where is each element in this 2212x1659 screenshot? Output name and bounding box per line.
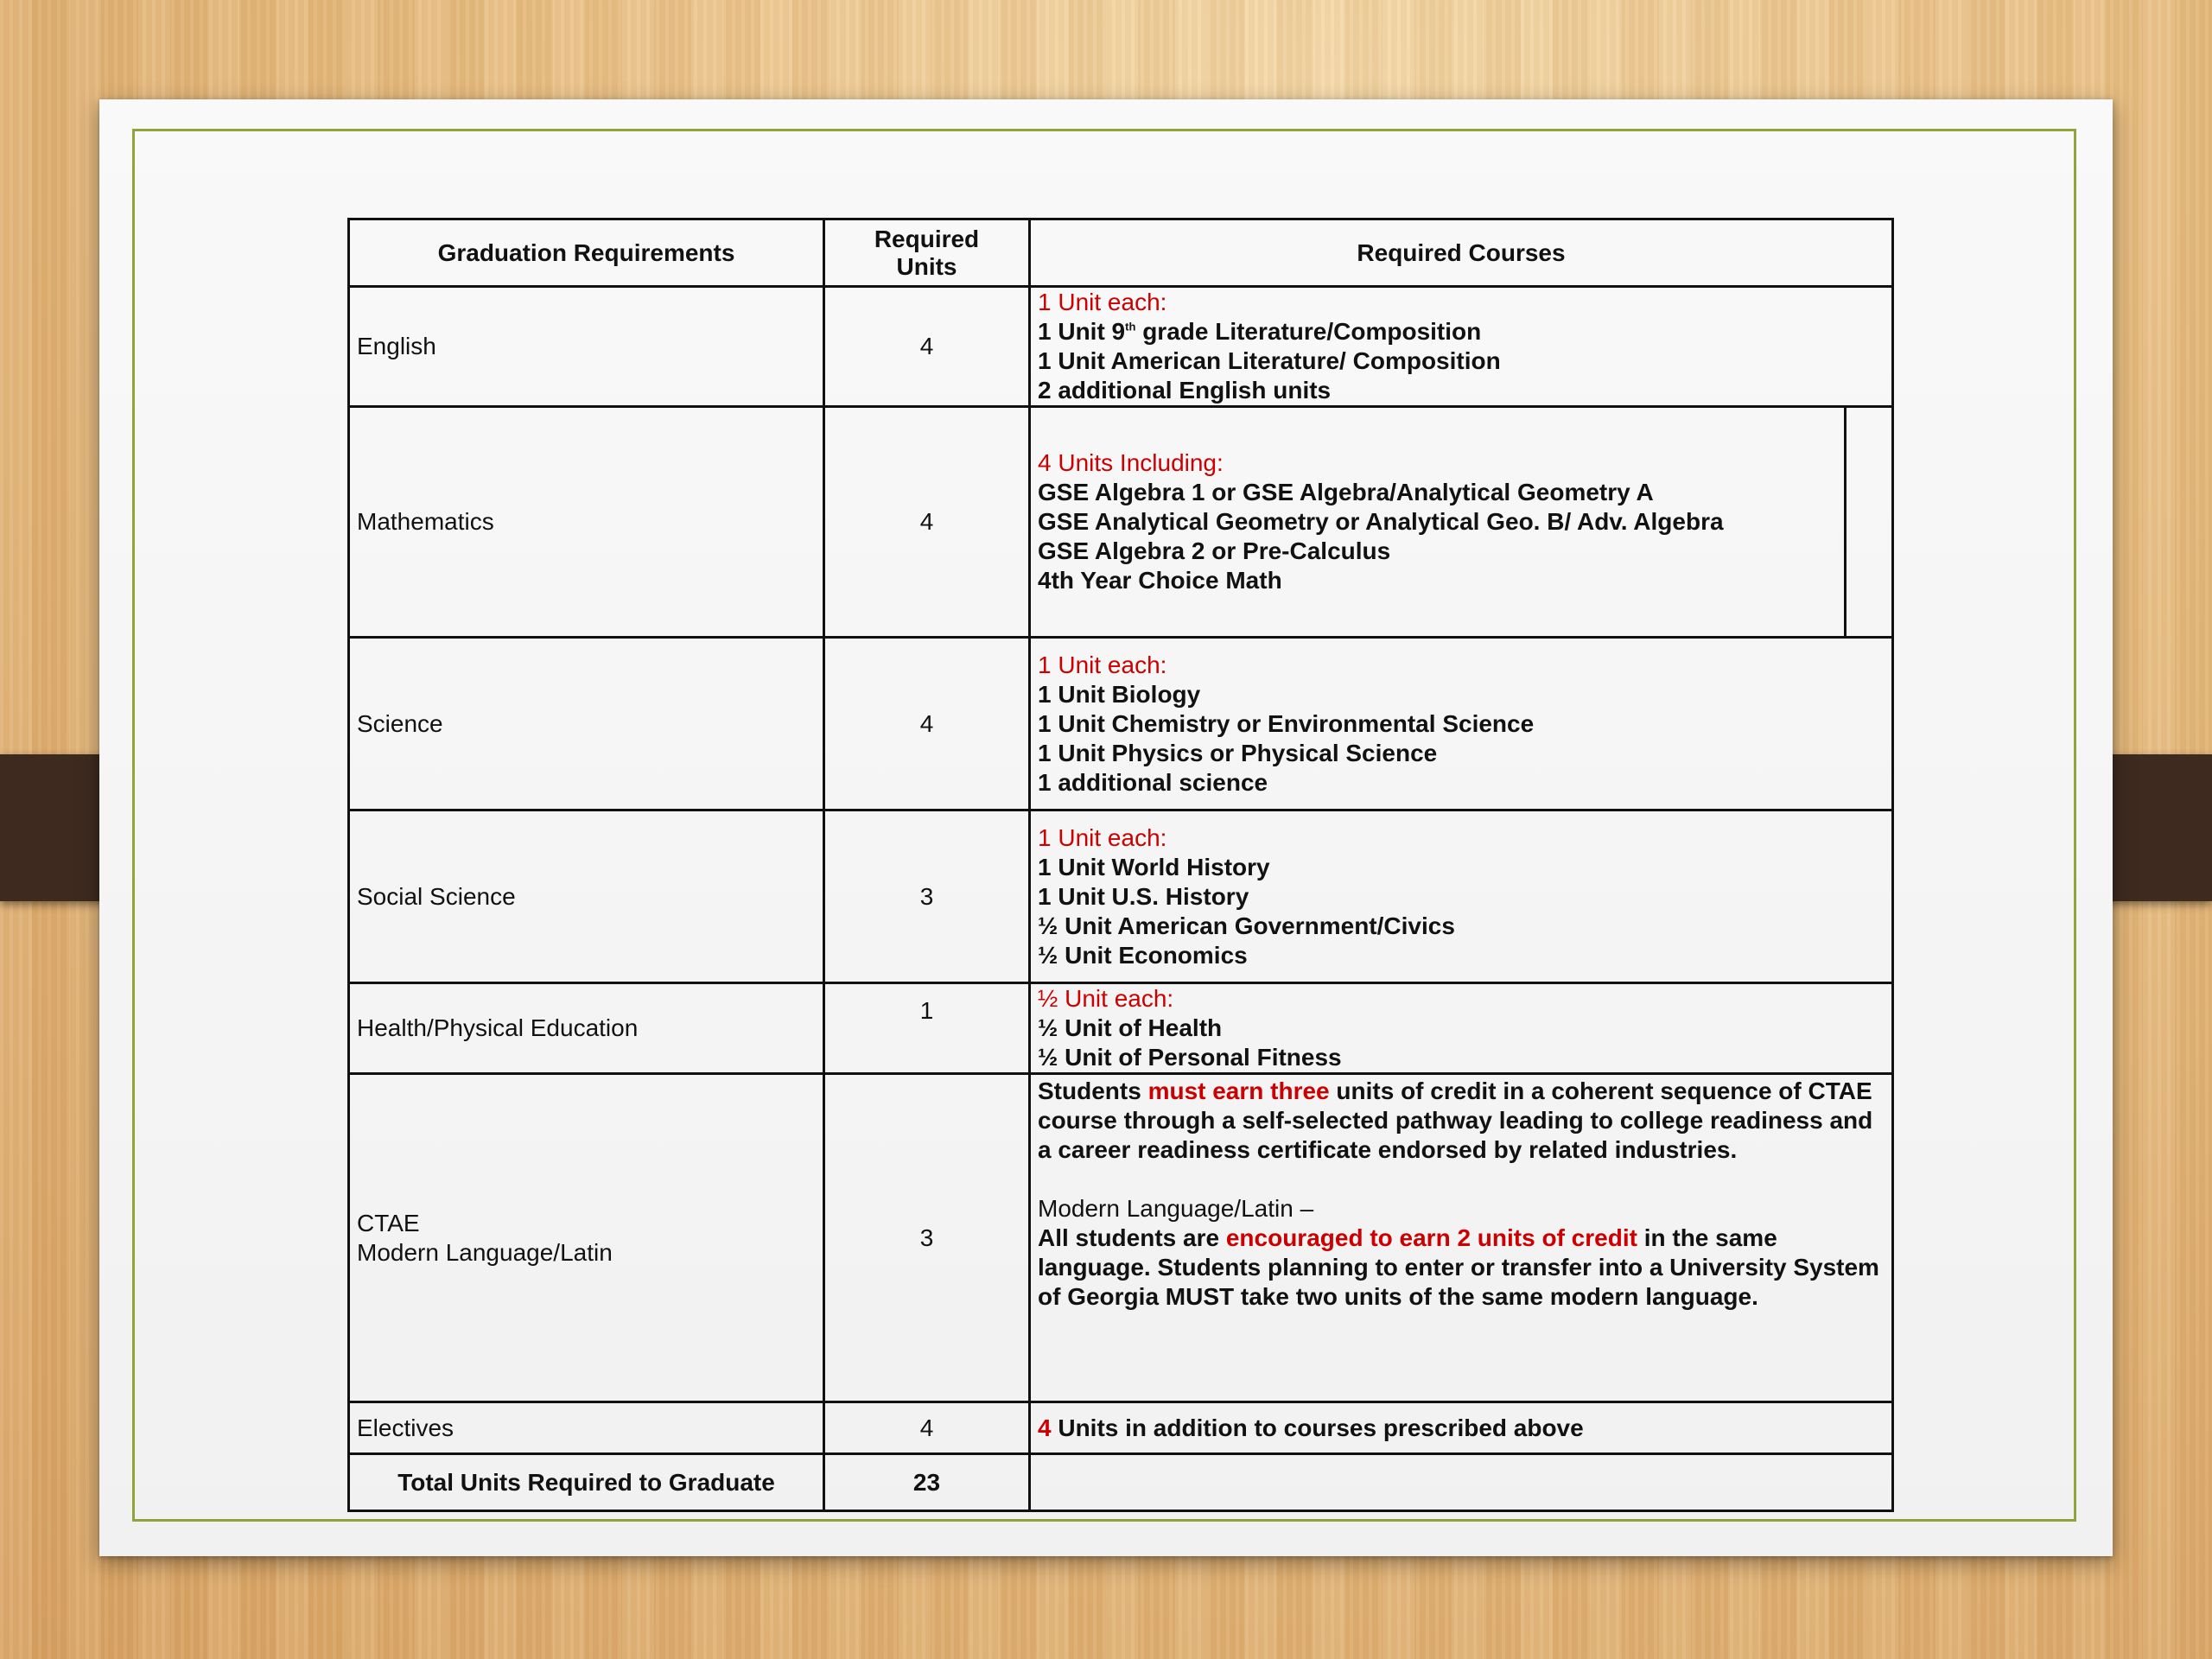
required-courses: [1030, 983, 1893, 1074]
course-line: 1 Unit American Literature/ Composition: [1038, 347, 1501, 374]
required-courses: [1030, 1402, 1893, 1454]
course-line: [1038, 317, 1885, 346]
requirement-name-line: CTAE: [357, 1209, 420, 1236]
required-units: 4: [824, 287, 1030, 407]
header-units-text: Required Units: [874, 225, 980, 280]
cell-divider: [1844, 408, 1847, 636]
paragraph-text: All students are: [1038, 1224, 1226, 1251]
course-text: 1 Unit 9: [1038, 318, 1126, 345]
table-row-english: [349, 287, 1893, 407]
requirement-name-line: Modern Language/Latin: [357, 1238, 613, 1266]
requirement-name: Electives: [349, 1402, 824, 1454]
required-units: 4: [824, 407, 1030, 638]
requirement-name: Health/Physical Education: [349, 983, 824, 1074]
highlight-text: must earn three: [1147, 1077, 1330, 1104]
course-line: ½ Unit of Health: [1038, 1014, 1223, 1041]
course-line: ½ Unit American Government/Civics: [1038, 912, 1455, 939]
course-line: 2 additional English units: [1038, 377, 1332, 404]
table-row-total: [349, 1454, 1893, 1511]
paragraph-text: Students: [1038, 1077, 1148, 1104]
course-line: 1 Unit U.S. History: [1038, 882, 1249, 910]
course-text: grade Literature/Composition: [1135, 318, 1482, 345]
requirement-name: Social Science: [349, 810, 824, 983]
course-line: 1 additional science: [1038, 768, 1268, 796]
requirement-name: English: [349, 287, 824, 407]
course-line: 1 Unit World History: [1038, 853, 1270, 880]
paragraph-text: units of credit in a coherent sequence of CTAE course through a self-selected pathway leading to college readiness and a career readiness certificate endorsed by related industries.: [1038, 1077, 1873, 1163]
paragraph-text: in the same language. Students planning to enter or transfer into a University System of Georgia MUST take two units of the same modern language.: [1038, 1224, 1879, 1310]
required-units: 4: [824, 638, 1030, 810]
courses-lead: ½ Unit each:: [1038, 985, 1174, 1012]
courses-lead: 1 Unit each:: [1038, 651, 1167, 678]
header-requirement: Graduation Requirements: [349, 219, 824, 287]
ordinal-superscript: th: [1125, 320, 1136, 334]
course-line: 1 Unit Physics or Physical Science: [1038, 739, 1438, 766]
course-line: 4th Year Choice Math: [1038, 567, 1282, 594]
requirement-name: Science: [349, 638, 824, 810]
table-row-science: [349, 638, 1893, 810]
graduation-requirements-table: [347, 218, 1894, 1512]
highlight-number: 4: [1038, 1414, 1052, 1441]
required-units: 4: [824, 1402, 1030, 1454]
required-courses: [1030, 287, 1893, 407]
course-line: GSE Analytical Geometry or Analytical Geo. B/ Adv. Algebra: [1038, 508, 1724, 535]
total-empty-cell: [1030, 1454, 1893, 1511]
required-courses: [1030, 407, 1893, 638]
required-units: 1: [824, 983, 1030, 1074]
required-units: 3: [824, 1074, 1030, 1402]
slide-paper: [99, 99, 2113, 1556]
total-label: Total Units Required to Graduate: [349, 1454, 824, 1511]
table-row-social-science: [349, 810, 1893, 983]
courses-lead: 1 Unit each:: [1038, 823, 1167, 851]
course-line: 1 Unit Biology: [1038, 680, 1201, 708]
course-line: 1 Unit Chemistry or Environmental Science: [1038, 709, 1535, 737]
total-units: 23: [824, 1454, 1030, 1511]
table-row-mathematics: [349, 407, 1893, 638]
course-line: GSE Algebra 2 or Pre-Calculus: [1038, 537, 1391, 564]
required-courses: [1030, 1074, 1893, 1402]
table-header-row: [349, 219, 1893, 287]
course-text: Units in addition to courses prescribed above: [1051, 1414, 1584, 1441]
table-row-electives: [349, 1402, 1893, 1454]
course-line: ½ Unit of Personal Fitness: [1038, 1044, 1342, 1071]
requirement-name: Mathematics: [349, 407, 824, 638]
modern-language-paragraph: [1038, 1224, 1885, 1312]
table-row-health-pe: [349, 983, 1893, 1074]
courses-lead: 1 Unit each:: [1038, 289, 1167, 315]
header-units: [824, 219, 1030, 287]
requirement-name: [349, 1074, 824, 1402]
courses-lead: 4 Units Including:: [1038, 449, 1224, 476]
modern-language-label: Modern Language/Latin –: [1038, 1195, 1314, 1222]
required-courses: [1030, 810, 1893, 983]
paragraph-gap: [1038, 1165, 1885, 1194]
required-units: 3: [824, 810, 1030, 983]
ctae-paragraph: [1038, 1077, 1885, 1165]
table-row-ctae: [349, 1074, 1893, 1402]
highlight-text: encouraged to earn 2 units of credit: [1225, 1224, 1637, 1251]
required-courses: [1030, 638, 1893, 810]
header-courses: Required Courses: [1030, 219, 1893, 287]
course-line: GSE Algebra 1 or GSE Algebra/Analytical Geometry A: [1038, 479, 1654, 505]
course-line: ½ Unit Economics: [1038, 941, 1248, 969]
